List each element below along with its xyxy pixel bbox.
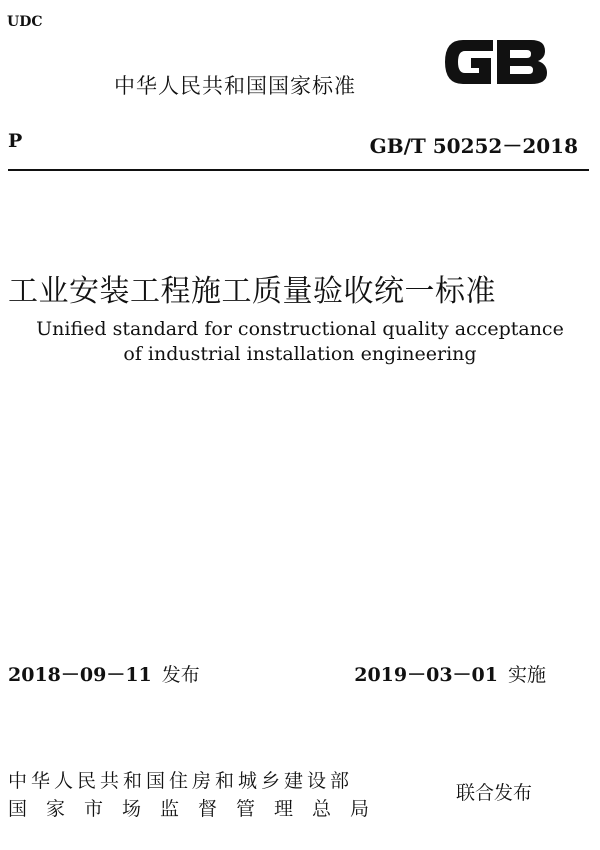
category-code: P <box>8 130 23 152</box>
implementation-date: 2019－03－01 <box>354 664 498 686</box>
issue-date-block <box>8 660 200 687</box>
national-standard-title: 中华人民共和国国家标准 <box>114 74 356 98</box>
title-english-line-2: of industrial installation engineering <box>123 343 477 365</box>
issuing-agency-2: 国家市场监督管理总局 <box>8 798 389 820</box>
implementation-date-block <box>354 660 546 687</box>
header-divider <box>8 169 589 171</box>
issue-date: 2018－09－11 <box>8 664 152 686</box>
issuing-agency-1: 中华人民共和国住房和城乡建设部 <box>8 770 354 792</box>
title-english-line-1: Unified standard for constructional quality acceptance <box>36 318 564 340</box>
issue-label: 发布 <box>161 664 200 686</box>
standard-code: GB/T 50252－2018 <box>369 134 578 158</box>
title-chinese: 工业安装工程施工质量验收统一标准 <box>8 274 496 309</box>
gb-logo <box>441 36 549 88</box>
joint-release-label: 联合发布 <box>456 782 533 804</box>
udc-label: UDC <box>7 14 43 30</box>
implementation-label: 实施 <box>507 664 546 686</box>
